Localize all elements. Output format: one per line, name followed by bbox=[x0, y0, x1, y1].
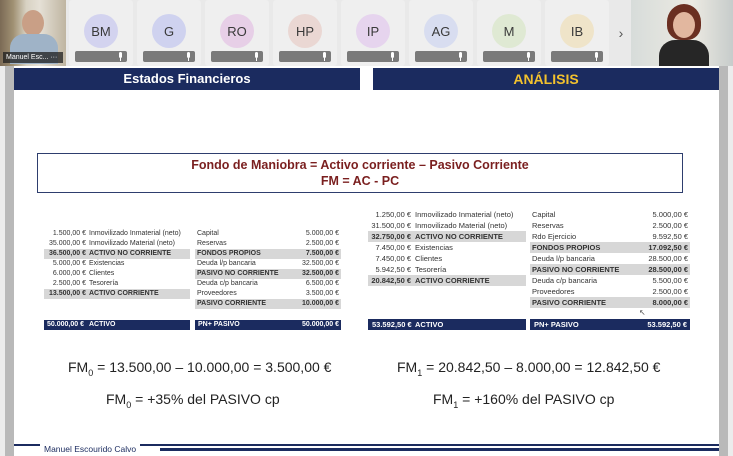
fm0-subscript: 0 bbox=[88, 367, 94, 378]
row-amount: 20.842,50 € bbox=[371, 276, 411, 285]
mic-off-icon bbox=[458, 52, 463, 61]
balance-row bbox=[195, 289, 341, 299]
participant-initials: RO bbox=[227, 23, 247, 39]
participant-tile[interactable] bbox=[341, 0, 405, 66]
left-total-assets bbox=[44, 320, 190, 330]
row-label: FONDOS PROPIOS bbox=[532, 243, 601, 252]
row-amount: 10.000,00 € bbox=[302, 300, 339, 307]
row-amount: 28.500,00 € bbox=[648, 265, 688, 274]
balance-row bbox=[44, 259, 190, 269]
fm0-calc-text: = 13.500,00 – 10.000,00 = 3.500,00 € bbox=[93, 359, 332, 375]
fm0-prefix: FM bbox=[106, 391, 127, 407]
balance-row bbox=[368, 275, 526, 286]
row-label: ACTIVO NO CORRIENTE bbox=[89, 250, 172, 257]
balance-row bbox=[368, 242, 526, 253]
balance-row bbox=[530, 231, 690, 242]
total-label: ACTIVO bbox=[89, 321, 116, 328]
balance-row bbox=[44, 249, 190, 259]
fm1-subscript: 1 bbox=[417, 367, 423, 378]
row-label: Clientes bbox=[415, 254, 443, 263]
participant-initials: G bbox=[163, 23, 175, 39]
right-total-liabilities bbox=[530, 319, 690, 330]
balance-row bbox=[530, 253, 690, 264]
participant-initials: HP bbox=[295, 23, 315, 39]
header-analisis: ANÁLISIS bbox=[373, 68, 719, 90]
row-amount: 28.500,00 € bbox=[648, 254, 688, 263]
balance-row bbox=[44, 279, 190, 289]
fm1-pct-text: = +160% del PASIVO cp bbox=[458, 391, 615, 407]
participant-tile[interactable] bbox=[409, 0, 473, 66]
total-amount: 50.000,00 € bbox=[47, 321, 84, 328]
balance-row bbox=[530, 242, 690, 253]
row-amount: 32.500,00 € bbox=[302, 260, 339, 267]
balance-row bbox=[368, 209, 526, 220]
row-label: PASIVO NO CORRIENTE bbox=[532, 265, 620, 274]
row-amount: 5.500,00 € bbox=[652, 276, 688, 285]
row-amount: 6.500,00 € bbox=[305, 280, 339, 287]
formula-box bbox=[37, 153, 683, 193]
fm0-prefix: FM bbox=[68, 359, 89, 375]
balance-row bbox=[368, 231, 526, 242]
row-label: Inmovilizado Material (neto) bbox=[415, 221, 508, 230]
balance-row bbox=[530, 286, 690, 297]
participant-avatar bbox=[220, 14, 254, 48]
row-amount: 1.500,00 € bbox=[52, 230, 86, 237]
row-amount: 5.000,00 € bbox=[652, 210, 688, 219]
presenter-head bbox=[22, 10, 44, 36]
right-liabilities-table bbox=[530, 209, 690, 308]
row-label: Proveedores bbox=[197, 290, 237, 297]
balance-row bbox=[368, 253, 526, 264]
balance-row bbox=[368, 264, 526, 275]
row-amount: 7.450,00 € bbox=[375, 254, 411, 263]
row-label: Capital bbox=[197, 230, 219, 237]
row-amount: 5.942,50 € bbox=[375, 265, 411, 274]
row-label: ACTIVO NO CORRIENTE bbox=[415, 232, 503, 241]
mic-off-icon bbox=[322, 52, 327, 61]
participant-tile[interactable] bbox=[205, 0, 269, 66]
participant-avatar bbox=[288, 14, 322, 48]
participant-avatar bbox=[356, 14, 390, 48]
total-amount: 53.592,50 € bbox=[647, 320, 687, 329]
total-label: PN+ PASIVO bbox=[198, 321, 240, 328]
row-label: Existencias bbox=[415, 243, 453, 252]
mic-off-icon bbox=[526, 52, 531, 61]
row-label: Capital bbox=[532, 210, 556, 219]
participant-strip bbox=[0, 0, 733, 66]
balance-row bbox=[195, 299, 341, 309]
row-amount: 5.000,00 € bbox=[52, 260, 86, 267]
row-label: Tesorería bbox=[89, 280, 119, 287]
row-label: Existencias bbox=[89, 260, 125, 267]
mic-off-icon bbox=[390, 52, 395, 61]
fm0-percentage bbox=[106, 391, 280, 410]
balance-row bbox=[530, 220, 690, 231]
row-label: ACTIVO CORRIENTE bbox=[89, 290, 159, 297]
row-amount: 2.500,00 € bbox=[52, 280, 86, 287]
balance-row bbox=[368, 220, 526, 231]
row-amount: 9.592,50 € bbox=[652, 232, 688, 241]
row-amount: 35.000,00 € bbox=[49, 240, 86, 247]
row-amount: 36.500,00 € bbox=[49, 250, 86, 257]
fm0-subscript: 0 bbox=[126, 399, 132, 410]
participant-tile[interactable] bbox=[137, 0, 201, 66]
row-label: FONDOS PROPIOS bbox=[197, 250, 261, 257]
row-label: Proveedores bbox=[532, 287, 575, 296]
row-label: Deuda l/p bancaria bbox=[532, 254, 595, 263]
left-liabilities-table bbox=[195, 229, 341, 309]
balance-row bbox=[195, 279, 341, 289]
total-amount: 50.000,00 € bbox=[302, 321, 339, 328]
row-label: Inmovilizado Inmaterial (neto) bbox=[89, 230, 181, 237]
row-amount: 3.500,00 € bbox=[305, 290, 339, 297]
balance-row bbox=[530, 275, 690, 286]
total-label: PN+ PASIVO bbox=[534, 320, 579, 329]
row-amount: 5.000,00 € bbox=[305, 230, 339, 237]
mic-off-icon bbox=[186, 52, 191, 61]
fm0-pct-text: = +35% del PASIVO cp bbox=[131, 391, 280, 407]
participant-avatar bbox=[492, 14, 526, 48]
row-label: Reservas bbox=[197, 240, 227, 247]
right-total-assets bbox=[368, 319, 526, 330]
row-label: Inmovilizado Inmaterial (neto) bbox=[415, 210, 514, 219]
slide-margin-right bbox=[719, 66, 728, 456]
row-amount: 32.750,00 € bbox=[371, 232, 411, 241]
participant-tile[interactable] bbox=[273, 0, 337, 66]
row-label: Deuda c/p bancaria bbox=[197, 280, 258, 287]
row-label: PASIVO CORRIENTE bbox=[532, 298, 607, 307]
balance-row bbox=[195, 239, 341, 249]
balance-row bbox=[530, 264, 690, 275]
row-label: Tesorería bbox=[415, 265, 447, 274]
participant-body bbox=[659, 40, 709, 66]
row-label: Inmovilizado Material (neto) bbox=[89, 240, 175, 247]
row-label: Rdo Ejercicio bbox=[532, 232, 577, 241]
row-amount: 17.092,50 € bbox=[648, 243, 688, 252]
formula-line-2: FM = AC - PC bbox=[320, 174, 400, 188]
row-amount: 2.500,00 € bbox=[305, 240, 339, 247]
row-amount: 2.500,00 € bbox=[652, 287, 688, 296]
mouse-cursor-icon: ↖ bbox=[639, 308, 646, 317]
row-amount: 1.250,00 € bbox=[375, 210, 411, 219]
video-tile-participant[interactable] bbox=[631, 0, 733, 66]
footer-rule-thick bbox=[160, 448, 719, 451]
row-amount: 2.500,00 € bbox=[652, 221, 688, 230]
participant-tile[interactable] bbox=[69, 0, 133, 66]
video-tile-presenter[interactable] bbox=[0, 0, 66, 66]
balance-row bbox=[44, 239, 190, 249]
left-assets-table bbox=[44, 229, 190, 299]
fm1-calc-text: = 20.842,50 – 8.000,00 = 12.842,50 € bbox=[422, 359, 661, 375]
participant-face bbox=[673, 12, 695, 38]
participant-tile[interactable] bbox=[477, 0, 541, 66]
balance-row bbox=[530, 297, 690, 308]
slide-margin-left bbox=[5, 66, 14, 456]
participant-initials: IP bbox=[366, 23, 380, 39]
fm1-percentage bbox=[433, 391, 614, 410]
row-label: Reservas bbox=[532, 221, 564, 230]
balance-row bbox=[44, 289, 190, 299]
row-label: PASIVO NO CORRIENTE bbox=[197, 270, 279, 277]
header-estados-financieros: Estados Financieros bbox=[14, 68, 360, 90]
row-amount: 13.500,00 € bbox=[49, 290, 86, 297]
participant-initials: BM bbox=[91, 23, 111, 39]
participant-avatar bbox=[424, 14, 458, 48]
fm1-prefix: FM bbox=[433, 391, 454, 407]
balance-row bbox=[530, 209, 690, 220]
row-label: Deuda c/p bancaria bbox=[532, 276, 598, 285]
row-amount: 6.000,00 € bbox=[52, 270, 86, 277]
balance-row bbox=[195, 269, 341, 279]
participant-initials: M bbox=[503, 23, 515, 39]
balance-row bbox=[44, 229, 190, 239]
footer-author: Manuel Escourido Calvo bbox=[40, 444, 140, 454]
participant-tile[interactable] bbox=[545, 0, 609, 66]
total-amount: 53.592,50 € bbox=[372, 320, 412, 329]
left-total-liabilities bbox=[195, 320, 341, 330]
row-amount: 7.500,00 € bbox=[305, 250, 339, 257]
mic-off-icon bbox=[118, 52, 123, 61]
participant-avatar bbox=[560, 14, 594, 48]
balance-row bbox=[195, 249, 341, 259]
row-label: Clientes bbox=[89, 270, 115, 277]
row-amount: 31.500,00 € bbox=[371, 221, 411, 230]
fm1-subscript: 1 bbox=[453, 399, 459, 410]
balance-row bbox=[195, 229, 341, 239]
presenter-name-label: Manuel Esc... ··· bbox=[3, 52, 63, 63]
row-label: PASIVO CORRIENTE bbox=[197, 300, 267, 307]
formula-line-1: Fondo de Maniobra = Activo corriente – Pasivo Corriente bbox=[191, 158, 529, 172]
right-assets-table bbox=[368, 209, 526, 286]
row-label: Deuda l/p bancaria bbox=[197, 260, 256, 267]
balance-row bbox=[195, 259, 341, 269]
row-amount: 8.000,00 € bbox=[652, 298, 688, 307]
row-amount: 32.500,00 € bbox=[302, 270, 339, 277]
fm1-calculation bbox=[397, 359, 660, 378]
participant-initials: AG bbox=[431, 23, 451, 39]
balance-row bbox=[44, 269, 190, 279]
row-label: ACTIVO CORRIENTE bbox=[415, 276, 490, 285]
next-page-chevron-icon[interactable]: › bbox=[618, 25, 624, 41]
total-label: ACTIVO bbox=[415, 320, 444, 329]
fm0-calculation bbox=[68, 359, 331, 378]
mic-off-icon bbox=[254, 52, 259, 61]
fm1-prefix: FM bbox=[397, 359, 418, 375]
participant-avatar bbox=[84, 14, 118, 48]
mic-off-icon bbox=[594, 52, 599, 61]
participant-avatar bbox=[152, 14, 186, 48]
row-amount: 7.450,00 € bbox=[375, 243, 411, 252]
participant-initials: IB bbox=[570, 23, 584, 39]
